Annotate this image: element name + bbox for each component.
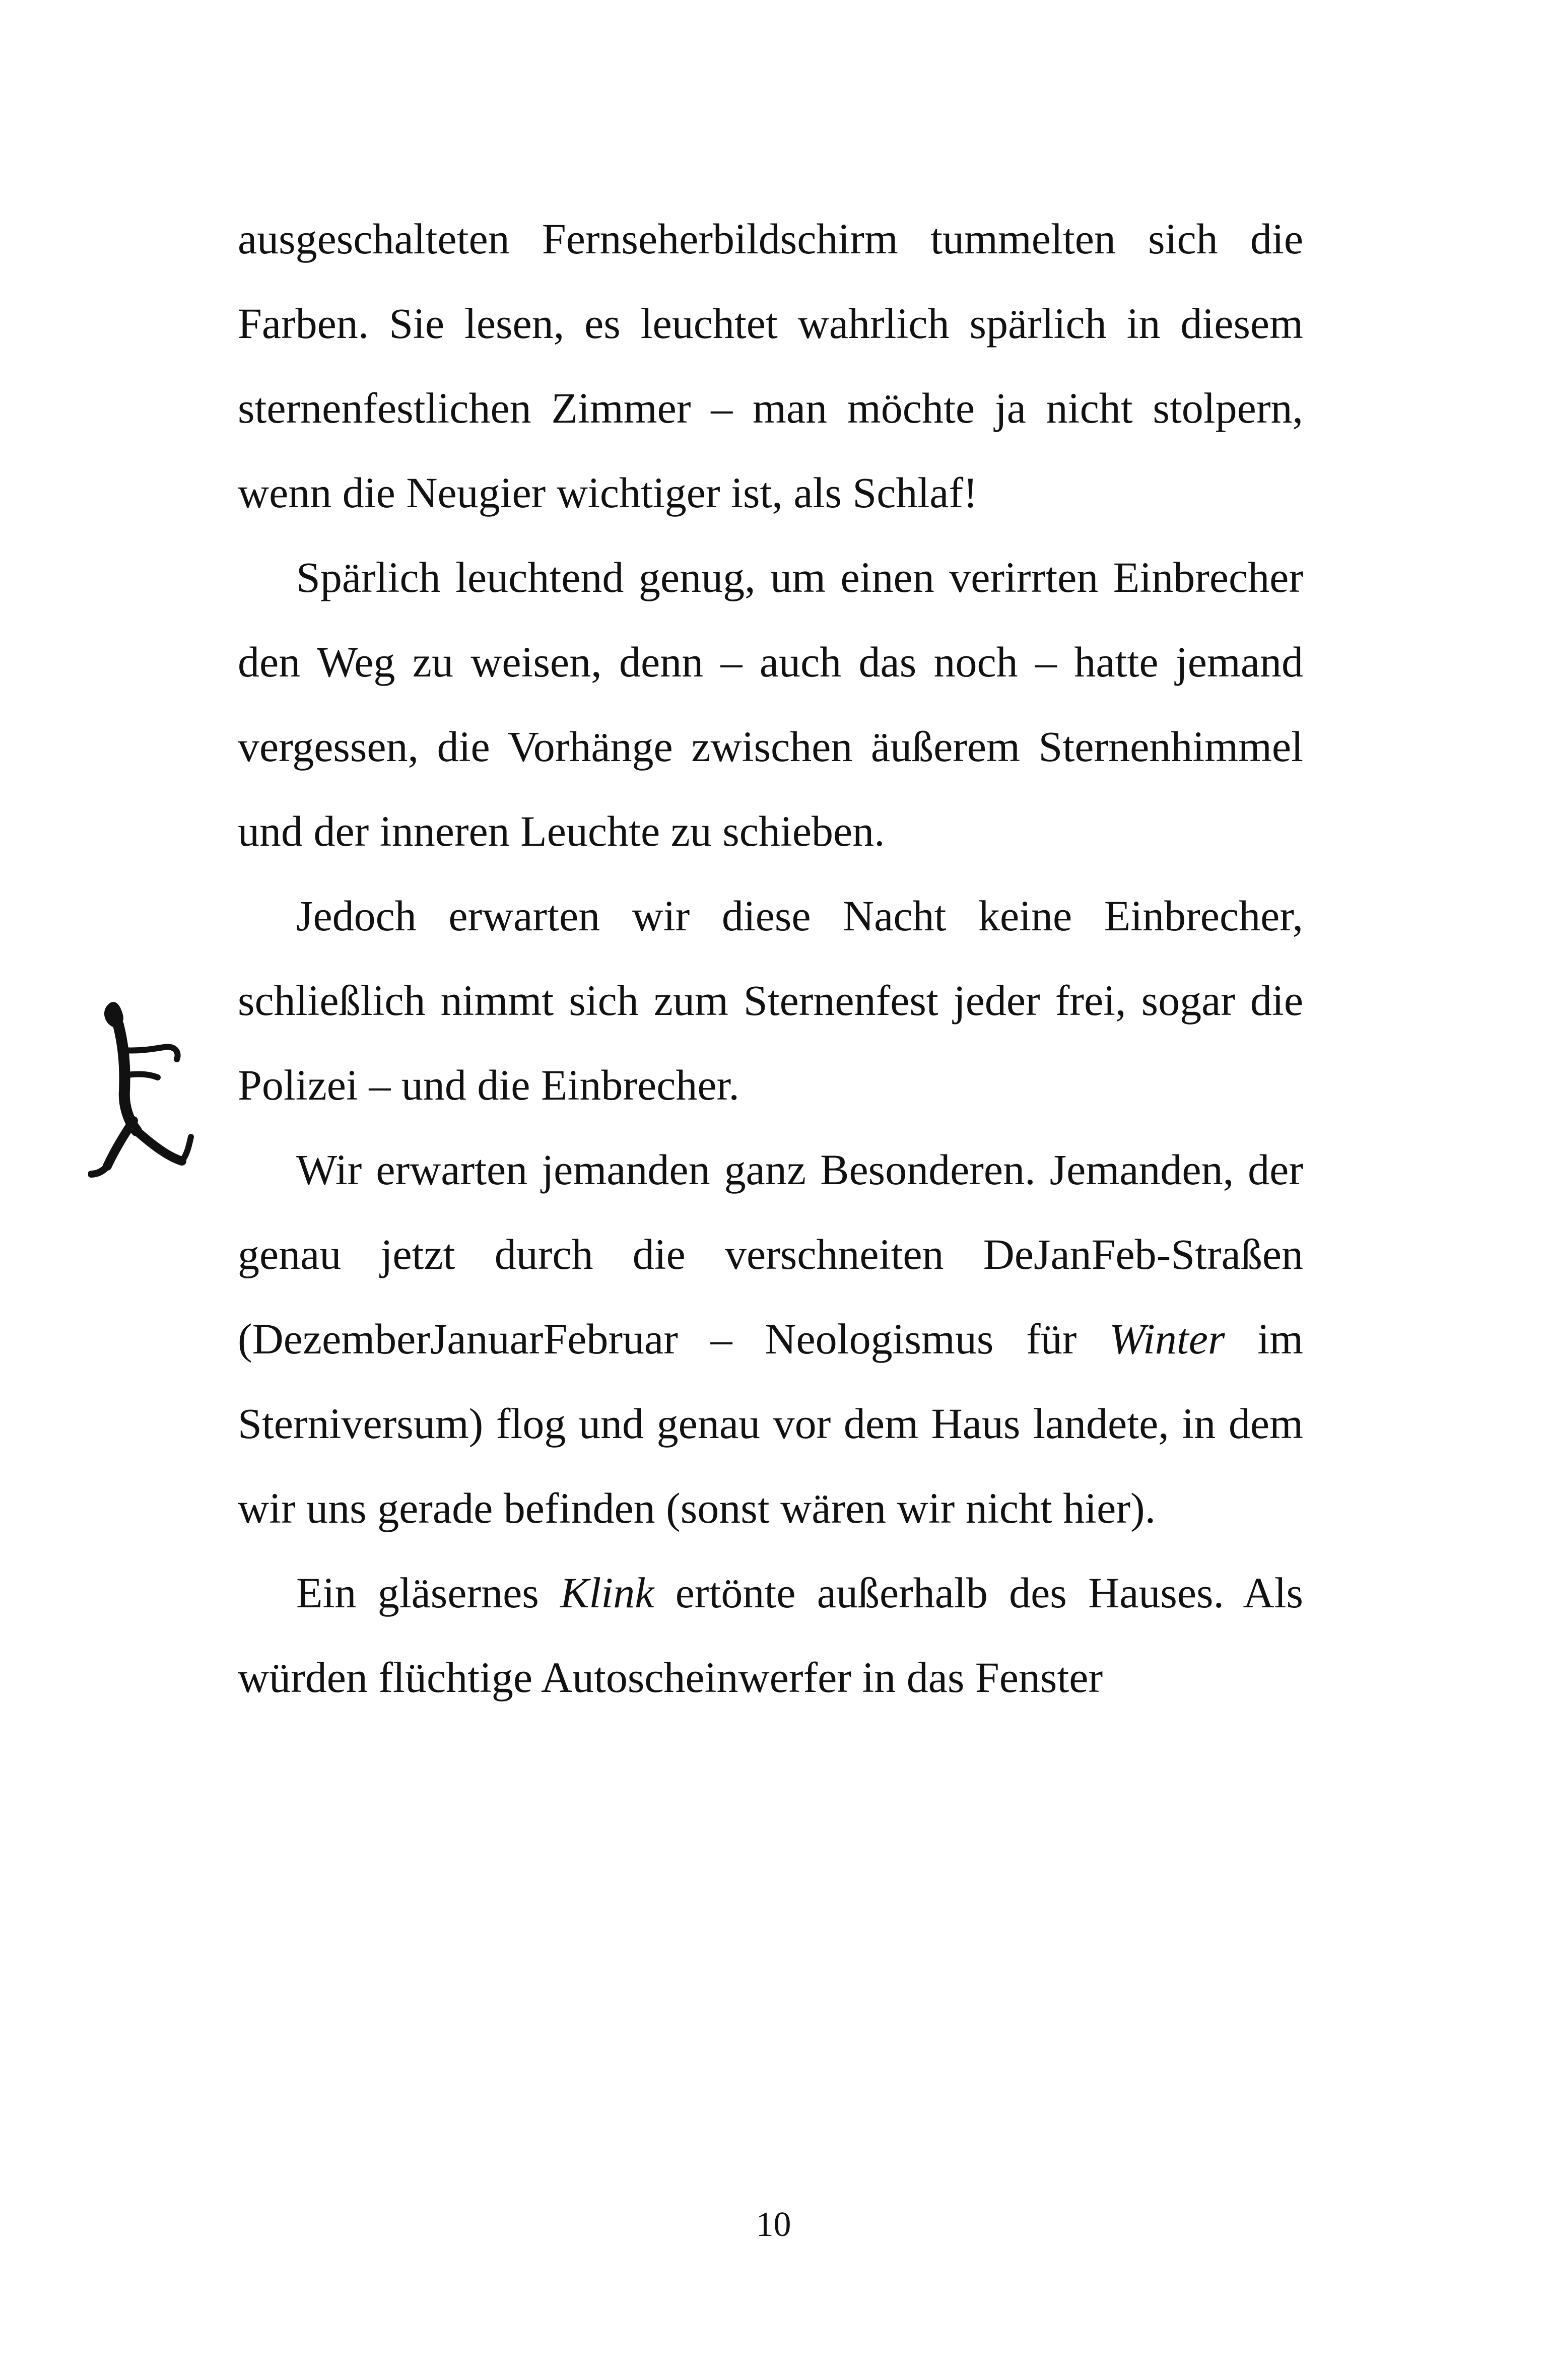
paragraph-3	[238, 873, 1303, 1127]
paragraph-5	[238, 1550, 1303, 1720]
text-run: ausgeschalteten Fernseherbildschirm tummelten sich die Farben. Sie lesen, es leuchtet wahrlich spärlich in diesem sternenfestlichen Zimmer – man möchte ja nicht stolpern, wenn die Neugier wichtiger ist, als Schlaf!	[238, 215, 1303, 517]
page-number: 10	[756, 2205, 791, 2244]
paragraph-1	[238, 196, 1303, 535]
text-run: Wir erwarten jemanden ganz Besonderen. Jemanden, der genau jetzt durch die verschneiten DeJanFeb-Straßen (DezemberJanuarFebruar – Neologismus für	[238, 1145, 1303, 1363]
text-run: im Sterniversum) flog und genau vor dem Haus landete, in dem wir uns gerade befinden (sonst wären wir nicht hier).	[238, 1315, 1303, 1532]
text-run: Spärlich leuchtend genug, um einen verirrten Einbrecher den Weg zu weisen, denn – auch das noch – hatte jemand vergessen, die Vorhänge zwischen äußerem Sternenhimmel und der inneren Leuchte zu schieben.	[238, 553, 1303, 855]
paragraph-4	[238, 1127, 1303, 1550]
italic-word: Klink	[560, 1569, 654, 1617]
text-run: Ein gläsernes	[296, 1569, 561, 1617]
text-run: ertönte außerhalb des Hauses. Als würden flüchtige Autoscheinwerfer in das Fenster	[238, 1569, 1304, 1702]
paragraph-2	[238, 535, 1303, 873]
italic-word: Winter	[1109, 1315, 1225, 1363]
text-run: Jedoch erwarten wir diese Nacht keine Einbrecher, schließlich nimmt sich zum Sternenfest jeder frei, sogar die Polizei – und die Einbrecher.	[238, 892, 1303, 1109]
body-text	[238, 196, 1303, 1720]
walking-figure-icon	[88, 995, 209, 1186]
